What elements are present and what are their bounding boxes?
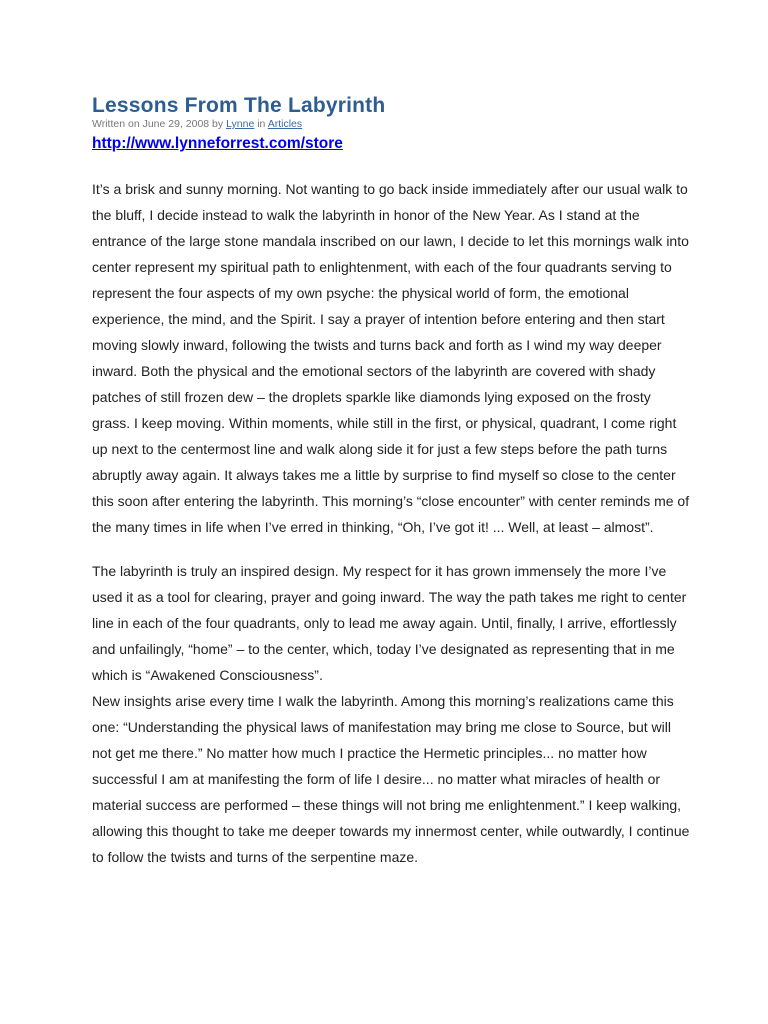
paragraph-2: The labyrinth is truly an inspired design. My respect for it has grown immensely the more I’ve used it as a tool for clearing, prayer and going inward. The way the path takes me right to center line in each of the four quadrants, only to lead me away again. Until, finally, I arrive, effortlessly and unfailingly, “home” – to the center, which, today I’ve designated as representing that in me which is “Awakened Consciousness”. [92,563,687,683]
in-text: in [254,118,268,130]
written-on-text: Written on June 29, 2008 by [92,118,227,130]
article [92,92,692,870]
paragraph-3: New insights arise every time I walk the labyrinth. Among this morning’s realizations came this one: “Understanding the physical laws of manifestation may bring me close to Source, but will not get me there.” No matter how much I practice the Hermetic principles... no matter how successful I am at manifesting the form of life I desire... no matter what miracles of health or material success are performed – these things will not bring me enlightenment.” I keep walking, allowing this thought to take me deeper towards my innermost center, while outwardly, I continue to follow the twists and turns of the serpentine maze. [92,693,690,865]
article-meta [92,118,692,131]
article-body [92,176,692,870]
paragraph-1: It’s a brisk and sunny morning. Not wanting to go back inside immediately after our usual walk to the bluff, I decide instead to walk the labyrinth in honor of the New Year. As I stand at the entrance of the large stone mandala inscribed on our lawn, I decide to let this mornings walk into center represent my spiritual path to enlightenment, with each of the four quadrants serving to represent the four aspects of my own psyche: the physical world of form, the emotional experience, the mind, and the Spirit. I say a prayer of intention before entering and then start moving slowly inward, following the twists and turns back and forth as I wind my way deeper inward. Both the physical and the emotional sectors of the labyrinth are covered with shady patches of still frozen dew – the droplets sparkle like diamonds lying exposed on the frosty grass. I keep moving. Within moments, while still in the first, or physical, quadrant, I come right up next to the centermost line and walk along side it for just a few steps before the path turns abruptly away again. It always takes me a little by surprise to find myself so close to the center this soon after entering the labyrinth. This morning’s “close encounter” with center reminds me of the many times in life when I’ve erred in thinking, “Oh, I’ve got it! ... Well, at least – almost”. [92,181,690,535]
author-link[interactable]: Lynne [226,118,255,130]
article-title: Lessons From The Labyrinth [92,94,386,117]
store-link[interactable]: http://www.lynneforrest.com/store [92,135,343,152]
category-link[interactable]: Articles [267,118,303,130]
